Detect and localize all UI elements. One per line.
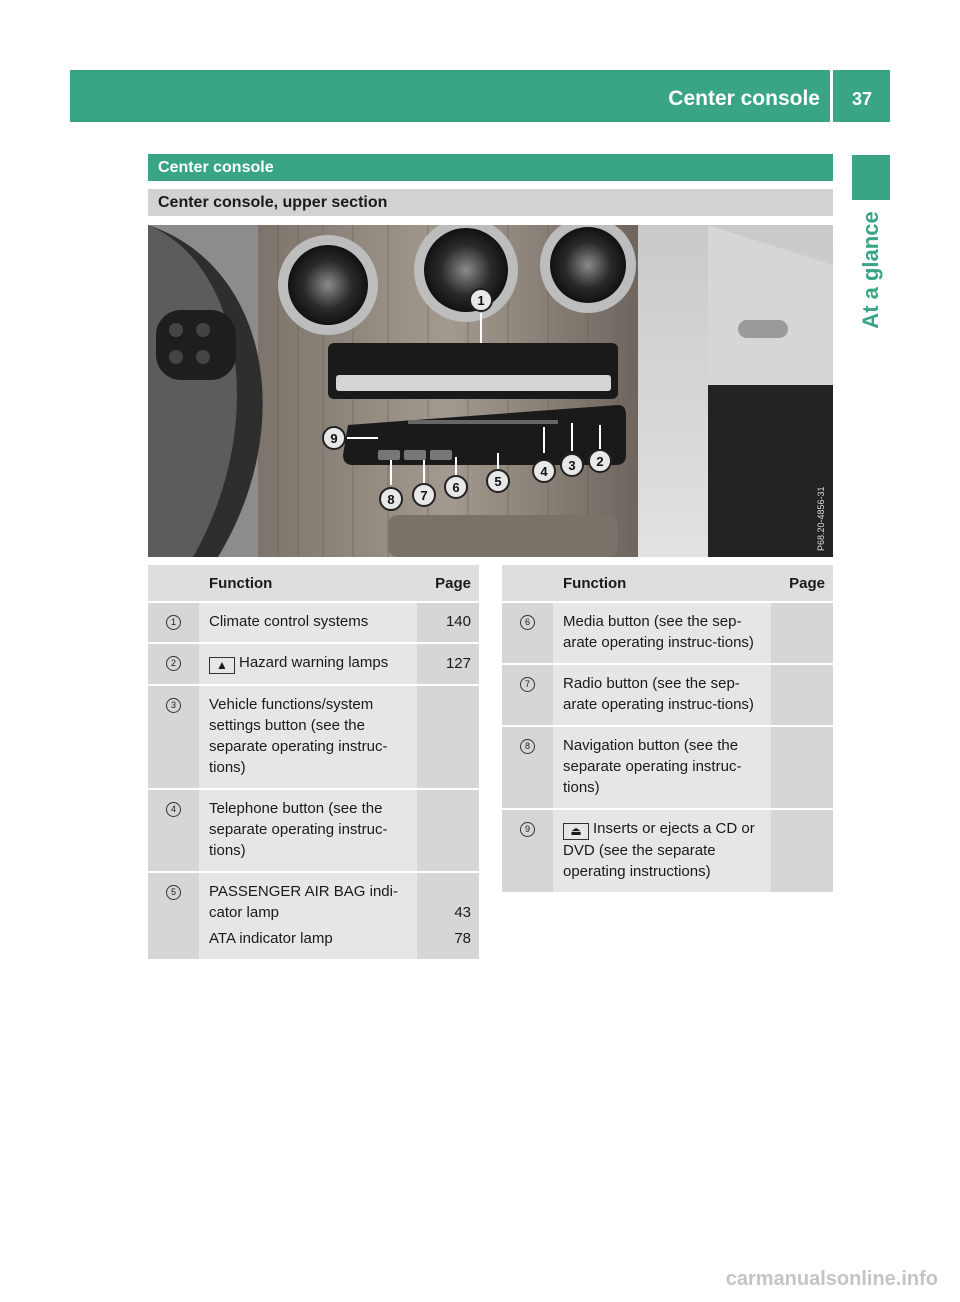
table-row: [148, 686, 479, 790]
table-row: [502, 665, 833, 727]
left-function-table: [148, 565, 479, 961]
item-number: 1: [166, 615, 181, 630]
table-row: [148, 644, 479, 686]
item-number: 2: [166, 656, 181, 671]
page-ref: 43: [454, 904, 471, 921]
table-header-row: [502, 565, 833, 603]
function-header: Function: [553, 565, 771, 603]
callout-5: 5: [494, 474, 502, 489]
item-number: 4: [166, 802, 181, 817]
function-text: Inserts or ejects a CD or DVD (see the separate operating instructions): [563, 820, 755, 880]
page-header: Page: [417, 565, 479, 603]
table-row: [502, 810, 833, 894]
item-number: 3: [166, 698, 181, 713]
function-text-secondary: ATA indicator lamp: [209, 930, 333, 947]
table-row: [502, 727, 833, 810]
eject-icon: ⏏: [563, 823, 589, 840]
item-number: 8: [520, 739, 535, 754]
function-text: PASSENGER AIR BAG indi-cator lamp: [209, 883, 398, 921]
header-title: Center console: [668, 87, 820, 110]
header-divider: [830, 70, 833, 122]
side-marker-block: [852, 155, 890, 200]
function-text: Climate control systems: [209, 613, 369, 630]
callout-9: 9: [330, 431, 338, 446]
callout-7: 7: [420, 488, 428, 503]
table-row: [502, 603, 833, 665]
side-tab: [845, 205, 897, 335]
callout-6: 6: [452, 480, 460, 495]
function-header: Function: [199, 565, 417, 603]
page-number: 37: [851, 89, 872, 109]
page-ref: 140: [445, 613, 471, 630]
side-tab-label: At a glance: [858, 211, 883, 329]
table-header-row: [148, 565, 479, 603]
page-header: Page: [771, 565, 833, 603]
item-number: 5: [166, 885, 181, 900]
function-text: Vehicle functions/system settings button (see the separate operating instruc-tions): [209, 696, 388, 776]
callout-2: 2: [596, 454, 604, 469]
section-title: Center console: [148, 154, 833, 181]
item-number: 7: [520, 677, 535, 692]
page-ref: 127: [445, 655, 471, 672]
item-number: 9: [520, 822, 535, 837]
page-ref-secondary: 78: [454, 930, 471, 947]
callout-1: 1: [477, 293, 485, 308]
table-row: [148, 790, 479, 873]
callout-8: 8: [387, 492, 395, 507]
function-text: Telephone button (see the separate operating instruc-tions): [209, 800, 388, 859]
right-function-table: [502, 565, 833, 894]
page-header-bar: [70, 70, 890, 122]
hazard-warning-icon: ▲: [209, 657, 235, 674]
center-console-photo: [148, 225, 833, 557]
function-text: Navigation button (see the separate operating instruc-tions): [563, 737, 742, 796]
subsection-title: Center console, upper section: [148, 189, 833, 216]
item-number: 6: [520, 615, 535, 630]
callout-4: 4: [540, 464, 548, 479]
function-text: Media button (see the sep-arate operating instruc-tions): [563, 613, 754, 651]
function-text: Radio button (see the sep-arate operating instruc-tions): [563, 675, 754, 713]
footer-watermark: carmanualsonline.info: [725, 1268, 938, 1290]
image-code: P68.20-4856-31: [816, 486, 826, 551]
table-row: [148, 603, 479, 644]
function-text: Hazard warning lamps: [239, 654, 389, 671]
callout-3: 3: [568, 458, 576, 473]
table-row: [148, 873, 479, 961]
